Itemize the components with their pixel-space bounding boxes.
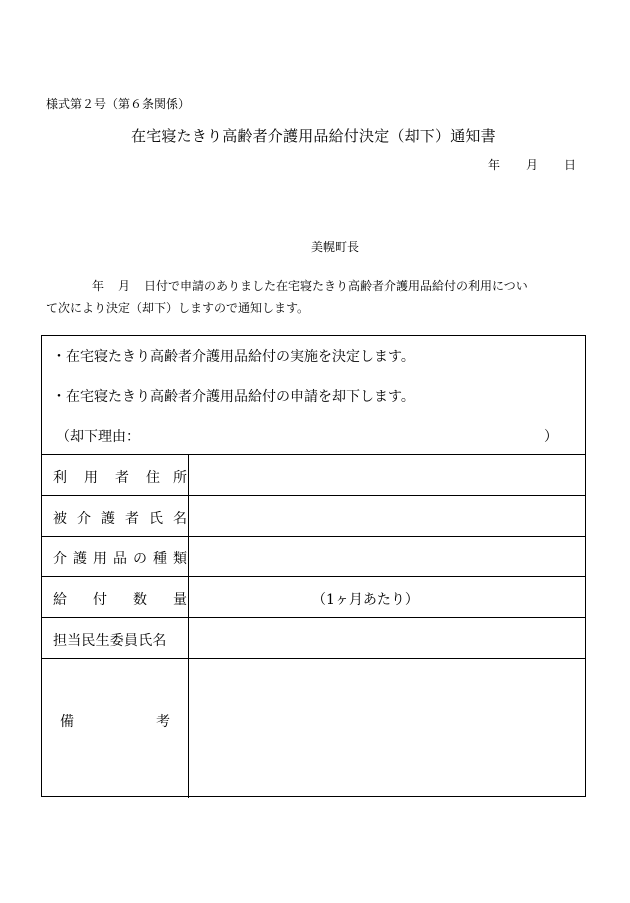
issue-date bbox=[488, 156, 576, 173]
table-row-remarks bbox=[42, 659, 585, 798]
address-label-char: 者 bbox=[115, 470, 129, 486]
body-date-year: 年 bbox=[92, 279, 105, 293]
decision-table bbox=[41, 335, 586, 797]
table-row-item-type bbox=[42, 537, 585, 577]
remarks-label-char: 備 bbox=[60, 714, 74, 730]
address-label bbox=[42, 455, 189, 495]
quantity-label-char: 量 bbox=[173, 592, 187, 608]
item-type-field[interactable] bbox=[189, 537, 585, 576]
address-field[interactable] bbox=[189, 455, 585, 495]
date-year: 年 bbox=[488, 158, 501, 172]
item-type-label-char: 類 bbox=[173, 551, 187, 567]
item-type-label-char: 介 bbox=[53, 551, 67, 567]
quantity-label-char: 給 bbox=[53, 592, 67, 608]
item-type-label-char: の bbox=[133, 551, 147, 567]
commissioner-label bbox=[42, 618, 189, 658]
page-title: 在宅寝たきり高齢者介護用品給付決定（却下）通知書 bbox=[131, 127, 496, 145]
quantity-label-char: 付 bbox=[93, 592, 107, 608]
quantity-unit: （1ヶ月あたり） bbox=[312, 592, 419, 608]
remarks-label bbox=[42, 659, 189, 798]
quantity-label bbox=[42, 577, 189, 617]
address-label-char: 所 bbox=[173, 470, 187, 486]
decision-section bbox=[42, 336, 585, 455]
care-recipient-label-char: 護 bbox=[101, 511, 115, 527]
reject-reason-close: ） bbox=[544, 429, 558, 445]
care-recipient-label-char: 介 bbox=[77, 511, 91, 527]
item-type-label-char: 種 bbox=[153, 551, 167, 567]
address-label-char: 住 bbox=[146, 470, 160, 486]
option-reject: ・在宅寝たきり高齢者介護用品給付の申請を却下します。 bbox=[52, 389, 415, 405]
quantity-label-char: 数 bbox=[133, 592, 147, 608]
table-row-commissioner bbox=[42, 618, 585, 659]
item-type-label-char: 用 bbox=[93, 551, 107, 567]
item-type-label-char: 品 bbox=[113, 551, 127, 567]
item-type-label bbox=[42, 537, 189, 576]
quantity-field[interactable] bbox=[189, 577, 585, 617]
address-label-char: 用 bbox=[84, 470, 98, 486]
address-label-char: 利 bbox=[53, 470, 67, 486]
commissioner-name-field[interactable] bbox=[189, 618, 585, 658]
table-row-quantity bbox=[42, 577, 585, 618]
reject-reason-label: （却下理由： bbox=[56, 429, 140, 445]
issuer-name: 美幌町長 bbox=[311, 240, 360, 254]
remarks-label-char: 考 bbox=[156, 714, 170, 730]
date-month: 月 bbox=[526, 158, 539, 172]
care-recipient-label-char: 被 bbox=[53, 511, 67, 527]
table-row-address bbox=[42, 455, 585, 496]
commissioner-label-text: 担当民生委員氏名 bbox=[53, 633, 167, 649]
item-type-label-char: 護 bbox=[73, 551, 87, 567]
body-date-month: 月 bbox=[118, 279, 131, 293]
care-recipient-label-char: 名 bbox=[173, 511, 187, 527]
option-approve: ・在宅寝たきり高齢者介護用品給付の実施を決定します。 bbox=[52, 349, 415, 365]
remarks-field[interactable] bbox=[189, 659, 585, 798]
care-recipient-name-field[interactable] bbox=[189, 496, 585, 536]
table-row-care-recipient bbox=[42, 496, 585, 537]
care-recipient-label-char: 氏 bbox=[149, 511, 163, 527]
care-recipient-label-char: 者 bbox=[125, 511, 139, 527]
care-recipient-label bbox=[42, 496, 189, 536]
notice-paragraph bbox=[46, 275, 586, 319]
form-number: 様式第２号（第６条関係） bbox=[46, 97, 191, 111]
notice-line-1: 日付で申請のありました在宅寝たきり高齢者介護用品給付の利用につい bbox=[144, 279, 528, 293]
date-day: 日 bbox=[564, 158, 577, 172]
notice-line-2: て次により決定（却下）しますので通知します。 bbox=[46, 301, 310, 315]
